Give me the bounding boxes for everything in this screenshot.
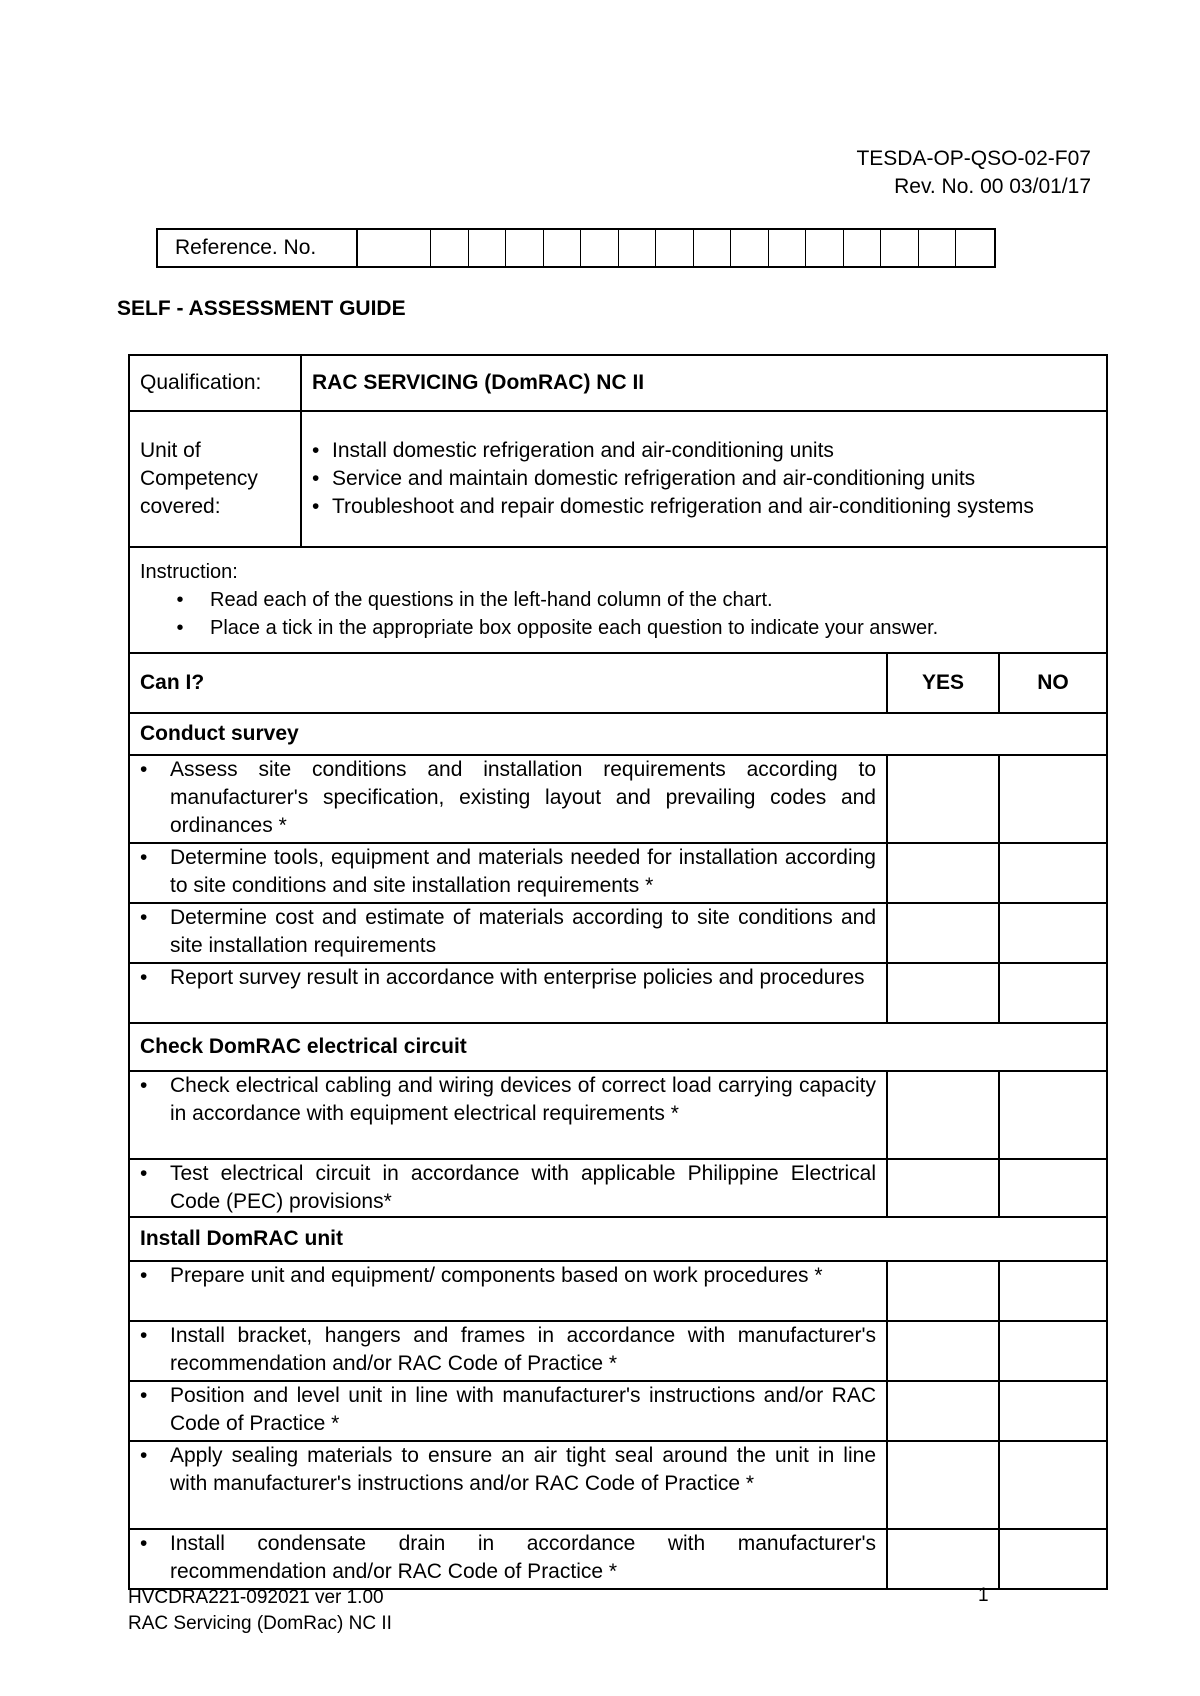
reference-box[interactable] <box>656 230 694 266</box>
question-row <box>129 1261 1107 1321</box>
question-text: • Check electrical cabling and wiring devices of correct load carrying capacity in accordance with equipment electrical requirements * <box>129 1071 887 1159</box>
question-text: • Apply sealing materials to ensure an air tight seal around the unit in line with manufacturer's instructions and/or RAC Code of Practice * <box>129 1441 887 1529</box>
question-text: • Install bracket, hangers and frames in accordance with manufacturer's recommendation and/or RAC Code of Practice * <box>129 1321 887 1381</box>
no-header: NO <box>999 653 1107 713</box>
reference-box[interactable] <box>581 230 619 266</box>
yes-checkbox[interactable] <box>887 755 999 843</box>
no-checkbox[interactable] <box>999 1381 1107 1441</box>
yes-header: YES <box>887 653 999 713</box>
question-row <box>129 1071 1107 1159</box>
yes-checkbox[interactable] <box>887 963 999 1023</box>
reference-box[interactable] <box>806 230 844 266</box>
question-row <box>129 755 1107 843</box>
reference-box[interactable] <box>919 230 957 266</box>
instruction-block <box>129 547 1107 653</box>
section-title: Install DomRAC unit <box>129 1217 1107 1261</box>
qualification-row <box>129 355 1107 411</box>
no-checkbox[interactable] <box>999 1159 1107 1217</box>
question-row <box>129 1529 1107 1589</box>
unit-of-competency-row <box>129 411 1107 547</box>
column-header-row <box>129 653 1107 713</box>
qualification-label: Qualification: <box>129 355 301 411</box>
question-row <box>129 1321 1107 1381</box>
question-row <box>129 843 1107 903</box>
no-checkbox[interactable] <box>999 1071 1107 1159</box>
section-title: Check DomRAC electrical circuit <box>129 1023 1107 1071</box>
yes-checkbox[interactable] <box>887 1529 999 1589</box>
question-row <box>129 1441 1107 1529</box>
yes-checkbox[interactable] <box>887 1441 999 1529</box>
reference-box[interactable] <box>469 230 507 266</box>
question-row <box>129 963 1107 1023</box>
section-header-row <box>129 713 1107 755</box>
reference-box[interactable] <box>881 230 919 266</box>
question-text: • Position and level unit in line with manufacturer's instructions and/or RAC Code of Practice * <box>129 1381 887 1441</box>
competency-item: • Troubleshoot and repair domestic refrigeration and air-conditioning systems <box>312 495 1034 518</box>
section-header-row <box>129 1023 1107 1071</box>
qualification-value: RAC SERVICING (DomRAC) NC II <box>301 355 1107 411</box>
no-checkbox[interactable] <box>999 1321 1107 1381</box>
no-checkbox[interactable] <box>999 1261 1107 1321</box>
reference-box[interactable] <box>619 230 657 266</box>
document-code-block <box>856 145 1091 201</box>
yes-checkbox[interactable] <box>887 843 999 903</box>
competency-item: • Service and maintain domestic refrigeration and air-conditioning units <box>312 467 976 490</box>
reference-box[interactable] <box>694 230 732 266</box>
question-text: • Determine cost and estimate of materials according to site conditions and site installation requirements <box>129 903 887 963</box>
reference-box[interactable] <box>544 230 582 266</box>
competency-item: • Install domestic refrigeration and air-conditioning units <box>312 439 834 462</box>
question-text: • Test electrical circuit in accordance with applicable Philippine Electrical Code (PEC) provisions* <box>129 1159 887 1217</box>
question-text: • Assess site conditions and installation requirements according to manufacturer's specification, existing layout and prevailing codes and ordinances * <box>129 755 887 843</box>
reference-box[interactable] <box>769 230 807 266</box>
no-checkbox[interactable] <box>999 755 1107 843</box>
no-checkbox[interactable] <box>999 1529 1107 1589</box>
question-text: • Install condensate drain in accordance with manufacturer's recommendation and/or RAC Code of Practice * <box>129 1529 887 1589</box>
no-checkbox[interactable] <box>999 903 1107 963</box>
instruction-item: • Read each of the questions in the left-hand column of the chart. <box>176 589 773 611</box>
yes-checkbox[interactable] <box>887 1261 999 1321</box>
reference-box[interactable] <box>844 230 882 266</box>
question-text: • Prepare unit and equipment/ components based on work procedures * <box>129 1261 887 1321</box>
reference-box[interactable] <box>431 230 469 266</box>
reference-number-boxes <box>358 230 994 266</box>
yes-checkbox[interactable] <box>887 1071 999 1159</box>
unit-of-competency-list <box>301 411 1107 547</box>
can-i-header: Can I? <box>129 653 887 713</box>
question-text: • Determine tools, equipment and materials needed for installation according to site conditions and site installation requirements * <box>129 843 887 903</box>
yes-checkbox[interactable] <box>887 1321 999 1381</box>
unit-of-competency-label: Unit of Competency covered: <box>129 411 301 547</box>
question-row <box>129 1159 1107 1217</box>
reference-box[interactable] <box>956 230 994 266</box>
instruction-row <box>129 547 1107 653</box>
reference-box[interactable] <box>731 230 769 266</box>
footer-doc-id: HVCDRA221-092021 ver 1.00 <box>128 1587 384 1608</box>
question-row <box>129 903 1107 963</box>
section-title: Conduct survey <box>129 713 1107 755</box>
yes-checkbox[interactable] <box>887 1159 999 1217</box>
self-assessment-table <box>128 354 1108 1590</box>
reference-box[interactable] <box>358 230 431 266</box>
yes-checkbox[interactable] <box>887 903 999 963</box>
page-number: 1 <box>978 1585 989 1606</box>
question-row <box>129 1381 1107 1441</box>
reference-number-label: Reference. No. <box>158 230 358 266</box>
reference-number-row <box>156 228 996 268</box>
footer-qualification: RAC Servicing (DomRac) NC II <box>128 1613 392 1634</box>
revision-number: Rev. No. 00 03/01/17 <box>894 175 1091 198</box>
document-code: TESDA-OP-QSO-02-F07 <box>856 147 1091 170</box>
yes-checkbox[interactable] <box>887 1381 999 1441</box>
no-checkbox[interactable] <box>999 1441 1107 1529</box>
section-header-row <box>129 1217 1107 1261</box>
page-title: SELF - ASSESSMENT GUIDE <box>117 297 406 320</box>
instruction-item: • Place a tick in the appropriate box opposite each question to indicate your answer. <box>176 617 939 639</box>
no-checkbox[interactable] <box>999 963 1107 1023</box>
reference-box[interactable] <box>506 230 544 266</box>
instruction-label: Instruction: <box>140 561 238 583</box>
question-text: • Report survey result in accordance with enterprise policies and procedures <box>129 963 887 1023</box>
no-checkbox[interactable] <box>999 843 1107 903</box>
footer <box>128 1585 392 1637</box>
